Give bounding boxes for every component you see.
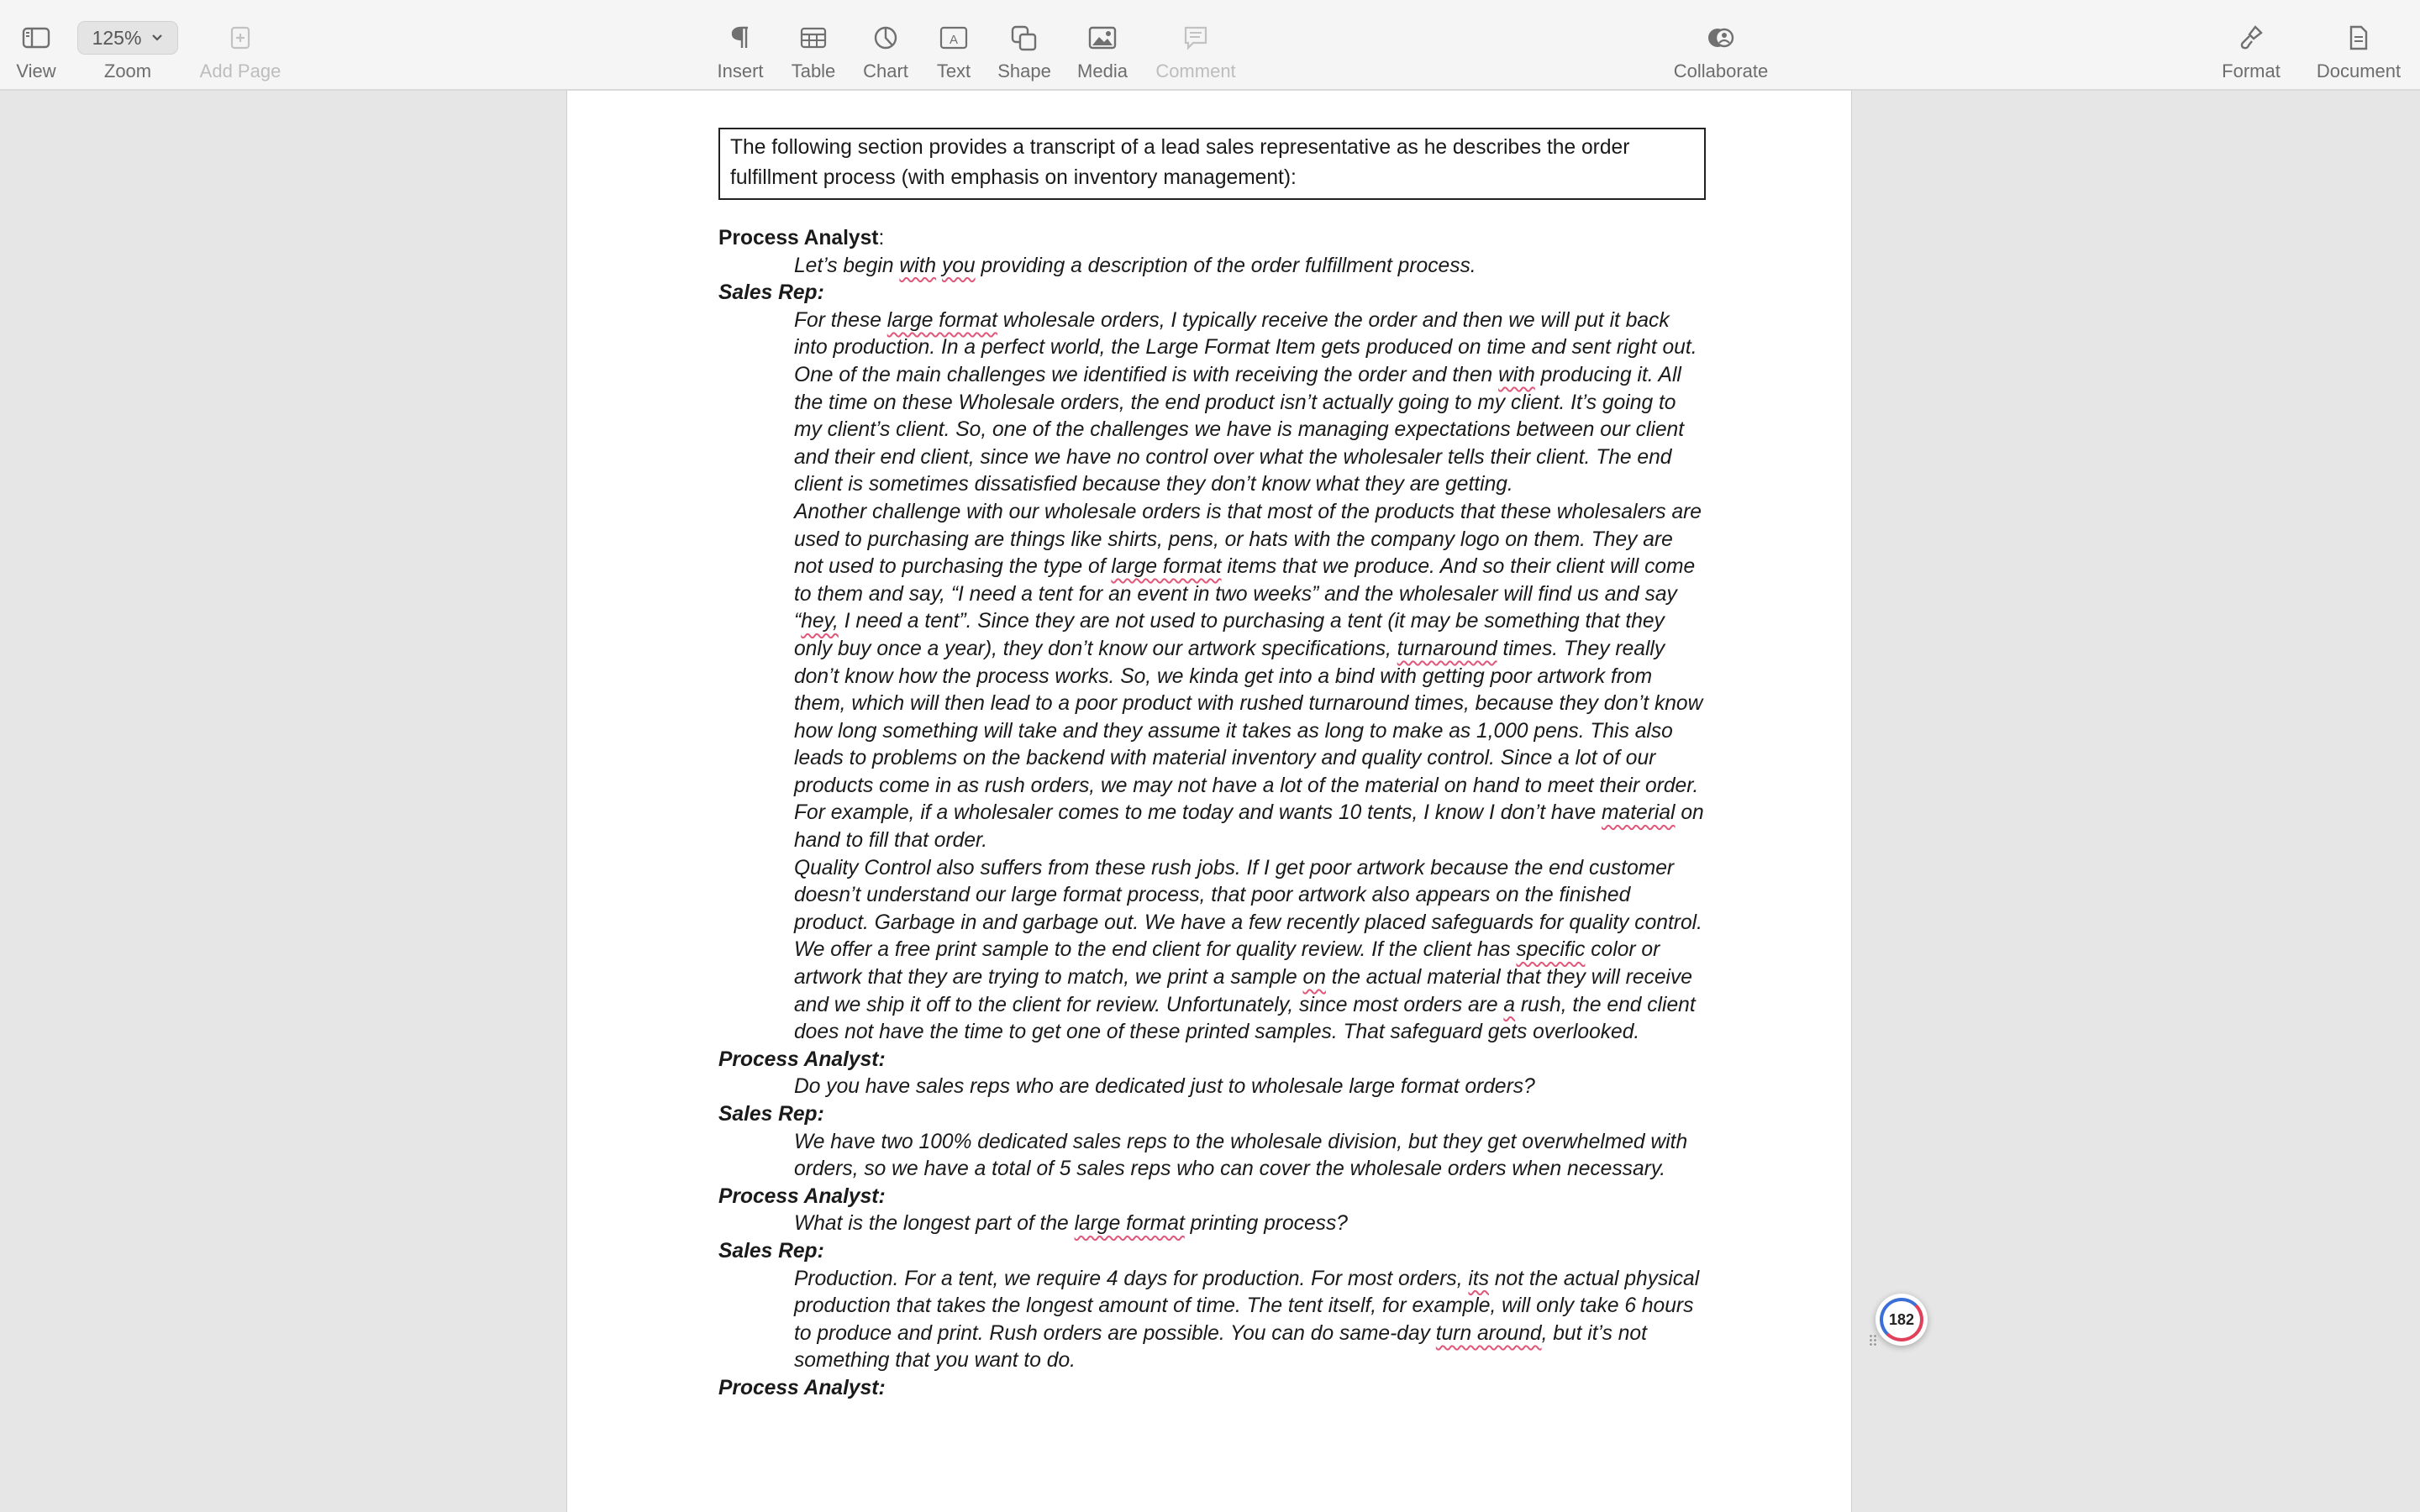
- chart-icon: [872, 15, 899, 60]
- answer-paragraph: Production. For a tent, we require 4 days for production. For most orders, its not the actual physical production that takes the longest amount of time. The tent itself, for example, will only take 6 hours to produce and print. Rush orders are possible. You can do same-day turn around, but it’s not something that you want to do.: [794, 1267, 1700, 1373]
- grammar-badge[interactable]: [1876, 1294, 1928, 1346]
- spelling-flag[interactable]: large format: [1074, 1212, 1185, 1236]
- document-button[interactable]: [2308, 15, 2409, 82]
- spelling-flag[interactable]: a: [1503, 993, 1516, 1016]
- add-page-button[interactable]: [190, 15, 291, 82]
- spelling-flag[interactable]: large format: [886, 308, 997, 332]
- spelling-flag[interactable]: specific: [1516, 938, 1586, 962]
- intro-text: The following section provides a transcript of a lead sales representative as he describes the order fulfillment process (with emphasis on inventory management):: [730, 136, 1630, 189]
- spelling-flag[interactable]: hey,: [801, 610, 839, 633]
- analyst-heading: Process Analyst:: [718, 227, 885, 249]
- comment-button[interactable]: [1145, 15, 1246, 82]
- comment-icon: [1182, 15, 1209, 60]
- view-label: View: [16, 60, 56, 81]
- spelling-flag[interactable]: large format: [1111, 555, 1222, 579]
- format-label: Format: [2222, 60, 2281, 81]
- spelling-flag[interactable]: turnaround: [1397, 637, 1497, 660]
- add-page-label: Add Page: [199, 60, 281, 81]
- chart-label: Chart: [863, 60, 908, 81]
- collaborate-label: Collaborate: [1673, 60, 1769, 81]
- rep-heading: Sales Rep:: [718, 1103, 824, 1126]
- zoom-control[interactable]: [77, 15, 178, 82]
- shape-label: Shape: [997, 60, 1051, 81]
- table-icon: [800, 15, 827, 60]
- spelling-flag[interactable]: on: [1302, 966, 1326, 990]
- toolbar: [0, 0, 2420, 91]
- badge-ring: [1880, 1298, 1923, 1341]
- text-label: Text: [936, 60, 971, 81]
- spelling-flag[interactable]: with: [1498, 363, 1535, 386]
- spelling-flag[interactable]: turn around: [1435, 1321, 1542, 1345]
- svg-text:A: A: [949, 33, 959, 47]
- chevron-down-icon: [151, 34, 163, 42]
- spelling-flag[interactable]: material: [1602, 801, 1676, 825]
- spelling-flag[interactable]: you: [941, 254, 976, 277]
- shape-icon: [1010, 15, 1039, 60]
- add-page-icon: [229, 15, 251, 60]
- spelling-flag[interactable]: with: [899, 254, 937, 277]
- document-icon: [2348, 15, 2370, 60]
- zoom-label: Zoom: [103, 60, 152, 81]
- drag-handle-icon[interactable]: [1869, 1334, 1877, 1347]
- analyst-heading: Process Analyst:: [718, 1047, 886, 1071]
- rep-heading: Sales Rep:: [718, 281, 824, 305]
- zoom-value: 125%: [92, 26, 142, 49]
- intro-text-box[interactable]: [718, 128, 1706, 200]
- analyst-heading: Process Analyst:: [718, 1376, 886, 1399]
- analyst-heading: Process Analyst:: [718, 1184, 886, 1208]
- answer-paragraph: For these large format wholesale orders, I typically receive the order and then we will put it back into production. In a perfect world, the Large Format Item gets produced on time and sent right out. One of the main challenges we identified is with receiving the order and then with producing it. All the time on these Wholesale orders, the end product isn’t actually going to my client. It’s going to my client’s client. So, one of the challenges we have is managing expectations between our client and their end client, since we have no control over what the wholesaler tells their client. The end client is sometimes dissatisfied because they don’t know what they are getting.: [794, 308, 1697, 496]
- pilcrow-icon: [729, 15, 751, 60]
- badge-count: 182: [1888, 1310, 1915, 1328]
- text-box-icon: [939, 15, 968, 60]
- view-button[interactable]: [0, 15, 87, 82]
- answer-paragraph: We have two 100% dedicated sales reps to the wholesale division, but they get overwhelmed with orders, so we have a total of 5 sales reps who can cover the wholesale orders when necessary.: [794, 1130, 1688, 1181]
- format-button[interactable]: [2201, 15, 2302, 82]
- question-paragraph: Do you have sales reps who are dedicated just to wholesale large format orders?: [794, 1075, 1535, 1099]
- media-button[interactable]: [1052, 15, 1153, 82]
- insert-label: Insert: [717, 60, 764, 81]
- answer-paragraph: Another challenge with our wholesale orders is that most of the products that these wholesalers are used to purchasing are things like shirts, pens, or hats with the company logo on them. They are not used to purchasing the type of large format items that we produce. And so their client will come to them and say, “I need a tent for an event in two weeks” and the wholesaler will find us and say “hey, I need a tent”. Since they are not used to purchasing a tent (it may be something that they only buy once a year), they don’t know our artwork specifications, turnaround times. They really don’t know how the process works. So, we kinda get into a bind with getting poor artwork from them, which will then lead to a poor product with rushed turnaround times, because they don’t know how long something will take and they assume it takes as long to make as 1,000 pens. This also leads to problems on the backend with material inventory and quality control. Since a lot of our products come in as rush orders, we may not have a lot of the material on hand to meet their order. For example, if a wholesaler comes to me today and wants 10 tents, I know I don’t have material on hand to fill that order.: [794, 500, 1704, 853]
- rep-heading: Sales Rep:: [718, 1239, 824, 1263]
- spelling-flag[interactable]: its: [1468, 1267, 1489, 1290]
- paintbrush-icon: [2238, 15, 2264, 60]
- media-icon: [1088, 15, 1117, 60]
- document-body[interactable]: [718, 128, 1706, 1403]
- table-label: Table: [791, 60, 836, 81]
- question-paragraph: What is the longest part of the large format printing process?: [794, 1212, 1348, 1236]
- sidebar-icon: [22, 15, 50, 60]
- comment-label: Comment: [1155, 60, 1236, 81]
- collaborate-button[interactable]: [1654, 15, 1788, 82]
- collaborate-icon: [1707, 15, 1735, 60]
- document-label: Document: [2316, 60, 2402, 81]
- question-paragraph: Let’s begin with you providing a description of the order fulfillment process.: [794, 254, 1476, 277]
- document-page[interactable]: [566, 91, 1852, 1512]
- answer-paragraph: Quality Control also suffers from these rush jobs. If I get poor artwork because the end customer doesn’t understand our large format process, that poor artwork also appears on the finished product. Garbage in and garbage out. We have a few recently placed safeguards for quality control. We offer a free print sample to the end client for quality review. If the client has specific color or artwork that they are trying to match, we print a sample on the actual material that they will receive and we ship it off to the client for review. Unfortunately, since most orders are a rush, the end client does not have the time to get one of these printed samples. That safeguard gets overlooked.: [794, 856, 1702, 1044]
- media-label: Media: [1077, 60, 1128, 81]
- zoom-popup[interactable]: [77, 21, 178, 55]
